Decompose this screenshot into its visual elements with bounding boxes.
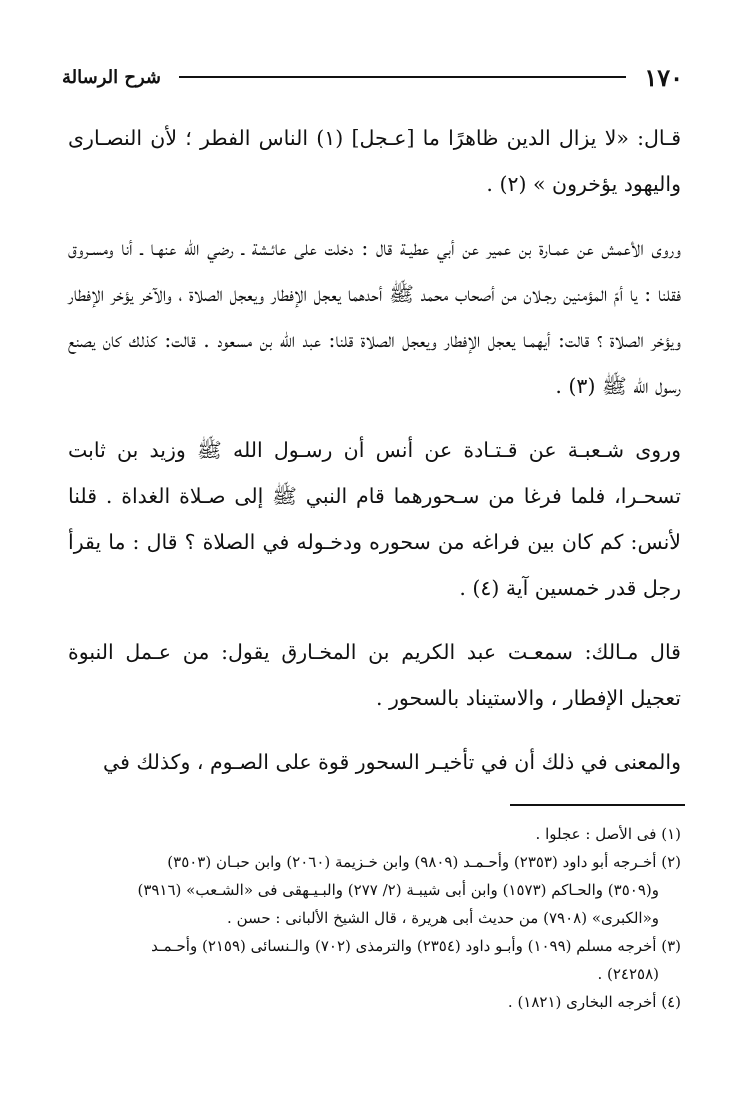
header-rule <box>179 76 626 78</box>
footnote: (٤) أخرجه البخارى (١٨٢١) . <box>507 993 681 1011</box>
running-title: شرح الرسالة <box>62 66 162 88</box>
page-header <box>62 62 683 92</box>
body-text <box>68 115 681 785</box>
footnote-continuation: و«الكبرى» (٧٩٠٨) من حديث أبى هريرة ، قال الشيخ الألبانى : حسن . <box>227 909 659 927</box>
footnote: (٢) أخـرجه أبو داود (٢٣٥٣) وأحـمـد (٩٨٠٩) وابن خـزيمة (٢٠٦٠) وابن حبـان (٣٥٠٣) <box>167 853 681 871</box>
paragraph: وروى شـعبـة عن قـتـادة عن أنس أن رسـول الله ﷺ وزيد بن ثابت تسحـرا، فلما فرغا من سـحورهما قام النبي ﷺ إلى صـلاة الغداة . قلنا لأنس: كم كان بين فراغه من سحوره ودخـوله في الصلاة ؟ قال : ما يقرأ رجل قدر خمسين آية (٤) . <box>68 438 681 600</box>
footnote: (١) فى الأصل : عجلوا . <box>535 825 681 843</box>
footnote-continuation: (٢٤٢٥٨) . <box>597 965 659 983</box>
footnote: (٣) أخرجه مسلم (١٠٩٩) وأبـو داود (٢٣٥٤) والترمذى (٧٠٢) والـنسائى (٢١٥٩) وأحـمـد <box>151 937 681 955</box>
page-number: ١٧٠ <box>644 62 683 92</box>
paragraph: وروى الأعمش عن عمـارة بن عمير عن أبي عطيـة قال : دخلت على عائـشة ـ رضي الله عنهـا ـ أنا ومسـروق فقلنا : يا أمّ المؤمنين رجـلان من أصحاب محمد ﷺ أحدهما يعجل الإفطار ويعجل الصلاة ، والآخر يؤخر الإفطار ويؤخر الصلاة ؟ قالت: أيهمـا يعجل الإفطار ويعجل الصلاة قلنا: عبد الله بن مسعود . قالت: كذلك كان يصنع رسول الله ﷺ (٣) . <box>68 236 682 398</box>
paragraph: قـال: «لا يزال الدين ظاهرًا ما [عـجل] (١) الناس الفطر ؛ لأن النصـارى واليهود يؤخرون » (٢) . <box>68 126 681 196</box>
footnotes <box>68 820 681 1016</box>
paragraph: قال مـالك: سمعـت عبد الكريم بن المخـارق يقول: من عـمل النبوة تعجيل الإفطار ، والاستيناد بالسحور . <box>68 640 681 710</box>
footnote-separator <box>510 804 685 806</box>
paragraph: والمعنى في ذلك أن في تأخيـر السحور قوة على الصـوم ، وكذلك في <box>103 750 681 774</box>
footnote-continuation: و(٣٥٠٩) والحـاكم (١٥٧٣) وابن أبى شيبـة (٢/ ٢٧٧) والبـيـهقى فى «الشـعب» (٣٩١٦) <box>137 881 659 899</box>
